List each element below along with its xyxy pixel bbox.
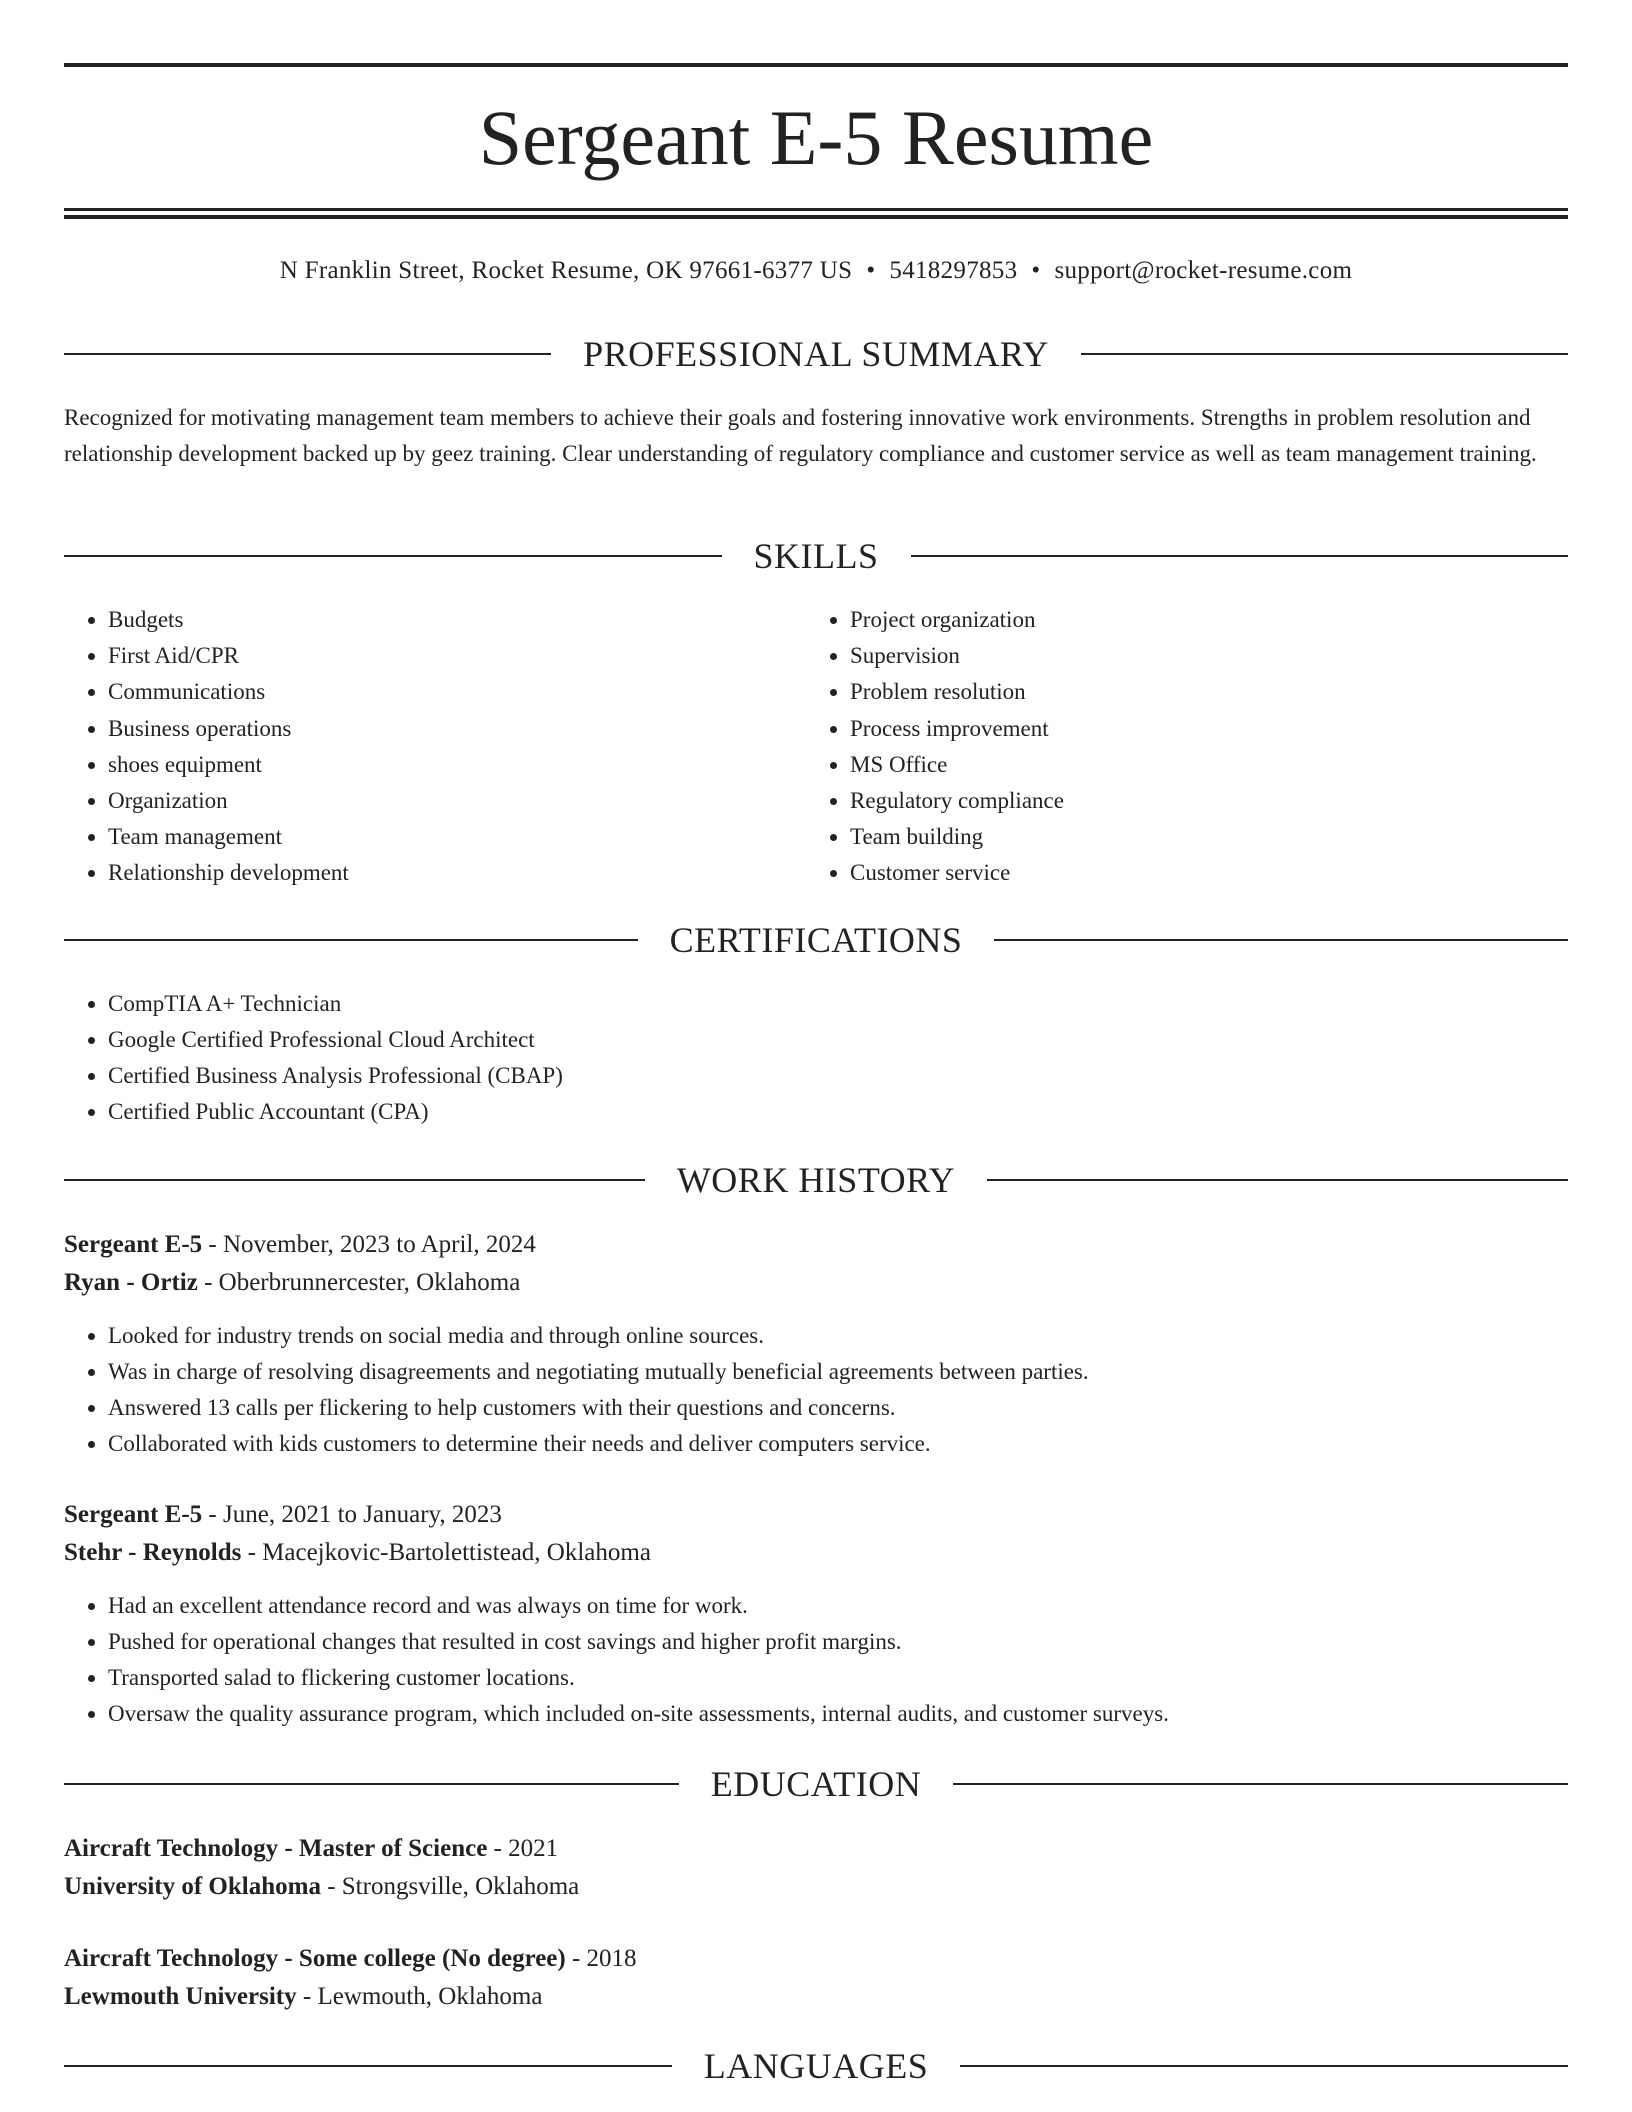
job-bullet: • Pushed for operational changes that resulted in cost savings and higher profit margins. xyxy=(108,1624,1568,1660)
job-bullet: • Collaborated with kids customers to determine their needs and deliver computers service. xyxy=(108,1426,1568,1462)
certification-item: • Certified Public Accountant (CPA) xyxy=(108,1094,1568,1130)
skill-item: • Supervision xyxy=(850,638,1546,674)
contact-separator: • xyxy=(1031,257,1041,284)
section-title: LANGUAGES xyxy=(703,2046,929,2086)
job-company-line xyxy=(64,1264,1568,1302)
education-entry xyxy=(64,1830,1568,1906)
heading-rule xyxy=(64,555,722,557)
section-heading-summary xyxy=(64,332,1568,376)
heading-rule xyxy=(64,939,638,941)
title-rule-upper xyxy=(64,208,1568,211)
skill-item: • Regulatory compliance xyxy=(850,783,1546,819)
education-location: - Lewmouth, Oklahoma xyxy=(296,1983,543,2010)
section-heading-work xyxy=(64,1158,1568,1202)
heading-rule xyxy=(987,1179,1568,1181)
job-company-line xyxy=(64,1534,1568,1572)
job-location: - Macejkovic-Bartolettistead, Oklahoma xyxy=(241,1539,651,1566)
heading-rule xyxy=(64,1179,645,1181)
job-title-line xyxy=(64,1226,1568,1264)
job-dates: - June, 2021 to January, 2023 xyxy=(202,1501,502,1528)
job-bullets xyxy=(64,1588,1568,1732)
skill-item: • Team management xyxy=(108,819,804,855)
skill-item: • MS Office xyxy=(850,747,1546,783)
skill-item: • Relationship development xyxy=(108,855,804,891)
education-school-line xyxy=(64,1978,1568,2016)
heading-rule xyxy=(64,1783,679,1785)
job-bullet: • Was in charge of resolving disagreements and negotiating mutually beneficial agreements between parties. xyxy=(108,1354,1568,1390)
section-title: EDUCATION xyxy=(710,1764,922,1804)
skill-item: • First Aid/CPR xyxy=(108,638,804,674)
skill-item: • Organization xyxy=(108,783,804,819)
heading-rule xyxy=(1081,353,1568,355)
heading-rule xyxy=(64,353,551,355)
job-bullet: • Answered 13 calls per flickering to help customers with their questions and concerns. xyxy=(108,1390,1568,1426)
contact-address: N Franklin Street, Rocket Resume, OK 97661-6377 US xyxy=(279,257,853,284)
skill-item: • Team building xyxy=(850,819,1546,855)
certification-item: • Google Certified Professional Cloud Architect xyxy=(108,1022,1568,1058)
education-school: Lewmouth University xyxy=(64,1983,297,2010)
skill-item: • Process improvement xyxy=(850,711,1546,747)
section-heading-languages xyxy=(64,2044,1568,2088)
certification-item: • CompTIA A+ Technician xyxy=(108,986,1568,1022)
job-bullets xyxy=(64,1318,1568,1462)
contact-separator: • xyxy=(866,257,876,284)
job-bullet: • Had an excellent attendance record and was always on time for work. xyxy=(108,1588,1568,1624)
heading-rule xyxy=(64,2065,672,2067)
education-year: - 2021 xyxy=(487,1835,559,1862)
skills-column-right xyxy=(806,602,1546,892)
job-bullet: • Looked for industry trends on social media and through online sources. xyxy=(108,1318,1568,1354)
skills-column-left xyxy=(64,602,804,892)
education-degree-line xyxy=(64,1940,1568,1978)
education-school: University of Oklahoma xyxy=(64,1873,321,1900)
contact-line xyxy=(64,252,1568,290)
section-heading-education xyxy=(64,1762,1568,1806)
section-title: WORK HISTORY xyxy=(676,1160,956,1200)
skill-item: • Problem resolution xyxy=(850,674,1546,710)
top-rule xyxy=(64,63,1568,67)
summary-text: Recognized for motivating management team members to achieve their goals and fostering innovative work environments. Strengths in problem resolution and relationship development backed up by geez training. Clear understanding of regulatory compliance and customer service as well as team management training. xyxy=(64,405,1537,466)
education-degree: Aircraft Technology - Some college (No degree) xyxy=(64,1945,566,1972)
education-year: - 2018 xyxy=(565,1945,637,1972)
job-entry xyxy=(64,1496,1568,1732)
section-title: PROFESSIONAL SUMMARY xyxy=(583,334,1049,374)
skill-item: • Communications xyxy=(108,674,804,710)
page-title: Sergeant E-5 Resume xyxy=(478,94,1154,181)
job-bullet: • Oversaw the quality assurance program, which included on-site assessments, internal audits, and customer surveys. xyxy=(108,1696,1568,1732)
education-school-line xyxy=(64,1868,1568,1906)
section-title: SKILLS xyxy=(753,536,879,576)
heading-rule xyxy=(960,2065,1568,2067)
contact-email: support@rocket-resume.com xyxy=(1054,257,1353,284)
job-title-line xyxy=(64,1496,1568,1534)
job-bullet: • Transported salad to flickering customer locations. xyxy=(108,1660,1568,1696)
job-role: Sergeant E-5 xyxy=(64,1501,203,1528)
section-title: CERTIFICATIONS xyxy=(669,920,963,960)
skill-item: • Business operations xyxy=(108,711,804,747)
skill-item: • shoes equipment xyxy=(108,747,804,783)
skill-item: • Budgets xyxy=(108,602,804,638)
job-location: - Oberbrunnercester, Oklahoma xyxy=(197,1269,521,1296)
job-entry xyxy=(64,1226,1568,1462)
section-heading-skills xyxy=(64,534,1568,578)
job-dates: - November, 2023 to April, 2024 xyxy=(202,1231,536,1258)
job-company: Ryan - Ortiz xyxy=(64,1269,198,1296)
title-rule-lower xyxy=(64,215,1568,219)
skill-item: • Project organization xyxy=(850,602,1546,638)
heading-rule xyxy=(911,555,1569,557)
certification-item: • Certified Business Analysis Professional (CBAP) xyxy=(108,1058,1568,1094)
job-company: Stehr - Reynolds xyxy=(64,1539,242,1566)
education-degree: Aircraft Technology - Master of Science xyxy=(64,1835,488,1862)
education-entry xyxy=(64,1940,1568,2016)
education-degree-line xyxy=(64,1830,1568,1868)
skill-item: • Customer service xyxy=(850,855,1546,891)
education-location: - Strongsville, Oklahoma xyxy=(320,1873,580,1900)
heading-rule xyxy=(953,1783,1568,1785)
job-role: Sergeant E-5 xyxy=(64,1231,203,1258)
certifications-list xyxy=(64,986,1568,1130)
section-heading-certifications xyxy=(64,918,1568,962)
heading-rule xyxy=(994,939,1568,941)
contact-phone: 5418297853 xyxy=(889,257,1018,284)
